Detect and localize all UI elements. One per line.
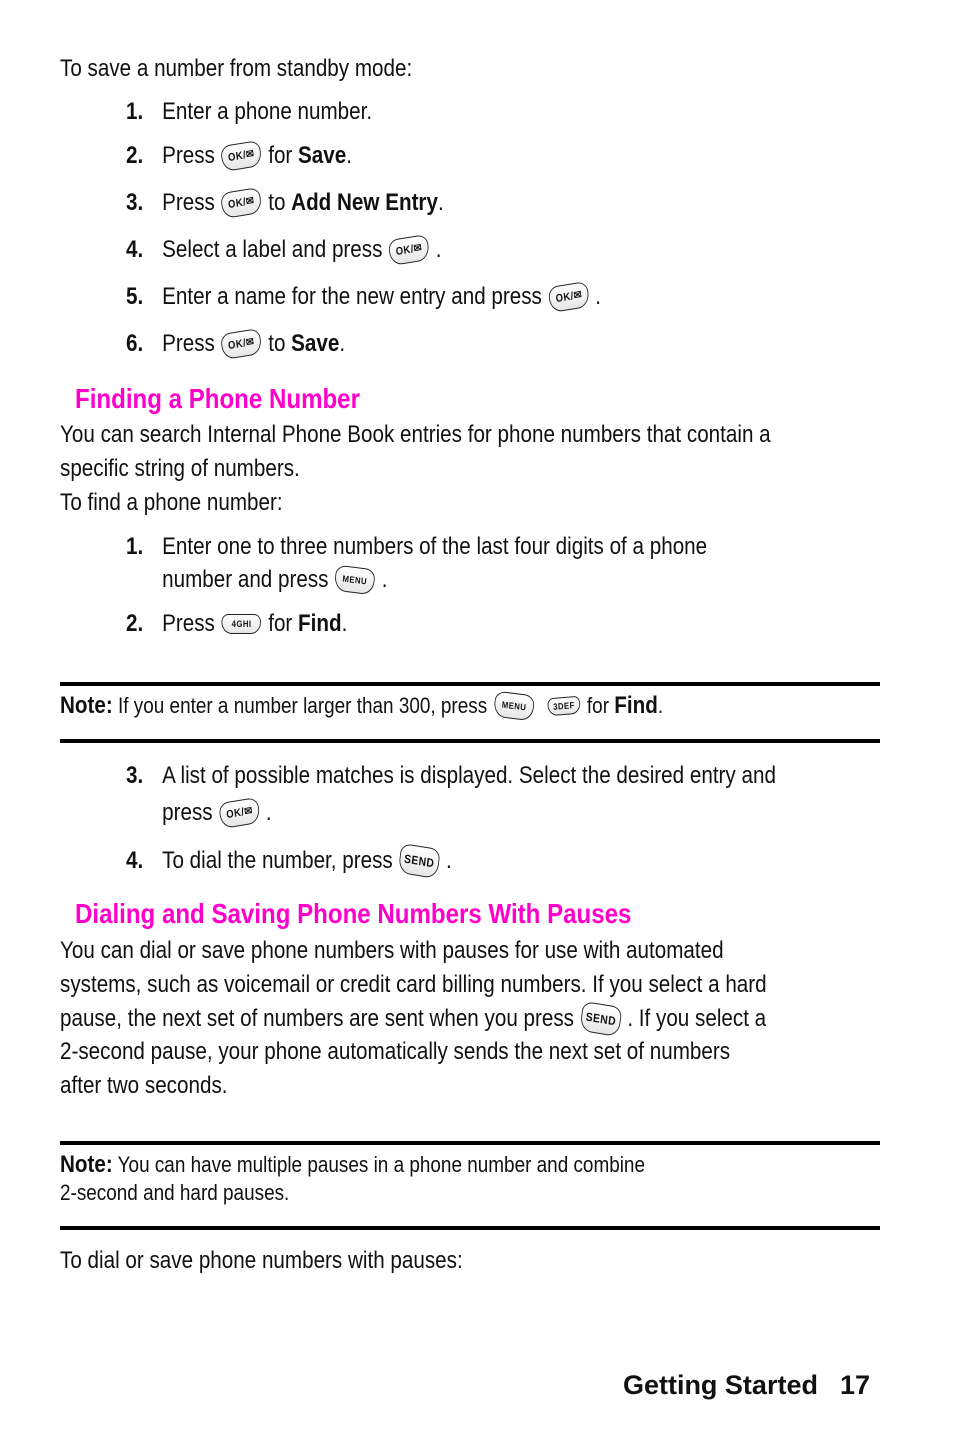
pauses-text: . If you select a — [627, 1005, 767, 1032]
note-text: You can have multiple pauses in a phone number and combine — [117, 1152, 645, 1177]
4-key-icon: 4GHI — [222, 614, 262, 634]
note-top-rule — [60, 1141, 880, 1145]
step-action: Add New Entry — [291, 189, 438, 216]
step-text: Enter a phone number. — [162, 98, 373, 125]
ok-key-icon: OK/✉ — [388, 234, 430, 266]
step-number: 3. — [126, 189, 144, 216]
note-text: for — [586, 693, 610, 718]
step-punct: . — [595, 283, 601, 310]
step-text: Press — [162, 610, 215, 637]
step-text: number and press — [162, 566, 329, 593]
step-punct: . — [381, 566, 388, 593]
save-step-6 — [126, 330, 345, 358]
step-punct: . — [437, 189, 444, 216]
ok-key-icon: OK/✉ — [220, 328, 262, 360]
pauses-note-line-1 — [60, 1151, 645, 1179]
step-action: Find — [298, 610, 342, 637]
note-text: If you enter a number larger than 300, press — [118, 693, 488, 718]
step-punct: . — [339, 330, 346, 357]
step-number: 3. — [126, 762, 144, 789]
pauses-heading: Dialing and Saving Phone Numbers With Pauses — [75, 898, 632, 929]
pauses-line-2: systems, such as voicemail or credit card billing numbers. If you select a hard — [60, 971, 767, 998]
pauses-line-1: You can dial or save phone numbers with pauses for use with automated — [60, 937, 724, 964]
menu-key-icon: MENU — [493, 691, 535, 722]
step-text: Press — [162, 189, 215, 216]
step-number: 6. — [126, 330, 144, 357]
step-text: to — [268, 330, 286, 357]
pauses-note-line-2: 2-second and hard pauses. — [60, 1180, 290, 1205]
find-step-1-line-1 — [126, 533, 707, 561]
pauses-line-4: 2-second pause, your phone automatically sends the next set of numbers — [60, 1038, 731, 1065]
pauses-outro: To dial or save phone numbers with pauses: — [60, 1247, 463, 1274]
step-punct: . — [435, 236, 442, 263]
step-text: for — [268, 142, 293, 169]
step-action: Save — [291, 330, 340, 357]
footer-section: Getting Started — [622, 1370, 818, 1400]
find-step-2 — [126, 610, 347, 638]
save-step-3 — [126, 189, 444, 217]
step-text: Enter one to three numbers of the last four digits of a phone — [162, 533, 708, 560]
step-number: 2. — [126, 142, 144, 169]
save-step-1 — [126, 98, 372, 126]
save-intro: To save a number from standby mode: — [60, 55, 413, 82]
note-punct: . — [657, 693, 664, 718]
step-text: Select a label and press — [162, 236, 383, 263]
menu-key-icon: MENU — [334, 565, 376, 596]
send-key-icon: SEND — [579, 1001, 622, 1037]
page-footer — [623, 1370, 870, 1401]
pauses-text: pause, the next set of numbers are sent when you press — [60, 1005, 575, 1032]
finding-para-line-2: specific string of numbers. — [60, 455, 300, 482]
step-punct: . — [265, 799, 272, 826]
send-key-icon: SEND — [398, 843, 441, 879]
note-label: Note: — [60, 1151, 113, 1178]
step-text: Enter a name for the new entry and press — [162, 283, 542, 310]
step-text: To dial the number, press — [162, 847, 393, 874]
note-top-rule — [60, 682, 880, 686]
save-step-4 — [126, 236, 441, 264]
3-key-icon: 3DEF — [547, 696, 581, 717]
step-punct: . — [341, 610, 348, 637]
save-step-2 — [126, 142, 352, 170]
step-number: 4. — [126, 847, 144, 874]
finding-heading: Finding a Phone Number — [75, 383, 360, 414]
find-step-4 — [126, 846, 452, 876]
find-step-3-line-2 — [126, 799, 272, 827]
note-bottom-rule — [60, 739, 880, 743]
finding-intro: To find a phone number: — [60, 489, 283, 516]
step-number: 1. — [126, 533, 144, 560]
step-punct: . — [446, 847, 452, 874]
step-text: A list of possible matches is displayed. Select the desired entry and — [162, 762, 776, 789]
step-text: Press — [162, 330, 215, 357]
finding-para-line-1: You can search Internal Phone Book entries for phone numbers that contain a — [60, 421, 771, 448]
step-number: 5. — [126, 283, 144, 310]
ok-key-icon: OK/✉ — [218, 797, 260, 829]
ok-key-icon: OK/✉ — [220, 140, 262, 172]
step-action: Save — [298, 142, 347, 169]
step-number: 2. — [126, 610, 144, 637]
note-action: Find — [614, 692, 658, 719]
step-text: Press — [162, 142, 215, 169]
find-note — [60, 692, 663, 720]
find-step-3-line-1 — [126, 762, 776, 790]
step-number: 1. — [126, 98, 144, 125]
ok-key-icon: OK/✉ — [547, 281, 589, 313]
step-text: press — [162, 799, 213, 826]
step-text: for — [268, 610, 293, 637]
ok-key-icon: OK/✉ — [220, 187, 262, 219]
pauses-line-5: after two seconds. — [60, 1072, 228, 1099]
save-step-5 — [126, 283, 601, 311]
step-text: to — [268, 189, 286, 216]
note-label: Note: — [60, 692, 113, 719]
page-number: 17 — [839, 1370, 870, 1400]
find-step-1-line-2 — [126, 566, 388, 594]
pauses-line-3 — [60, 1004, 766, 1034]
note-bottom-rule — [60, 1226, 880, 1230]
step-punct: . — [346, 142, 352, 169]
step-number: 4. — [126, 236, 144, 263]
